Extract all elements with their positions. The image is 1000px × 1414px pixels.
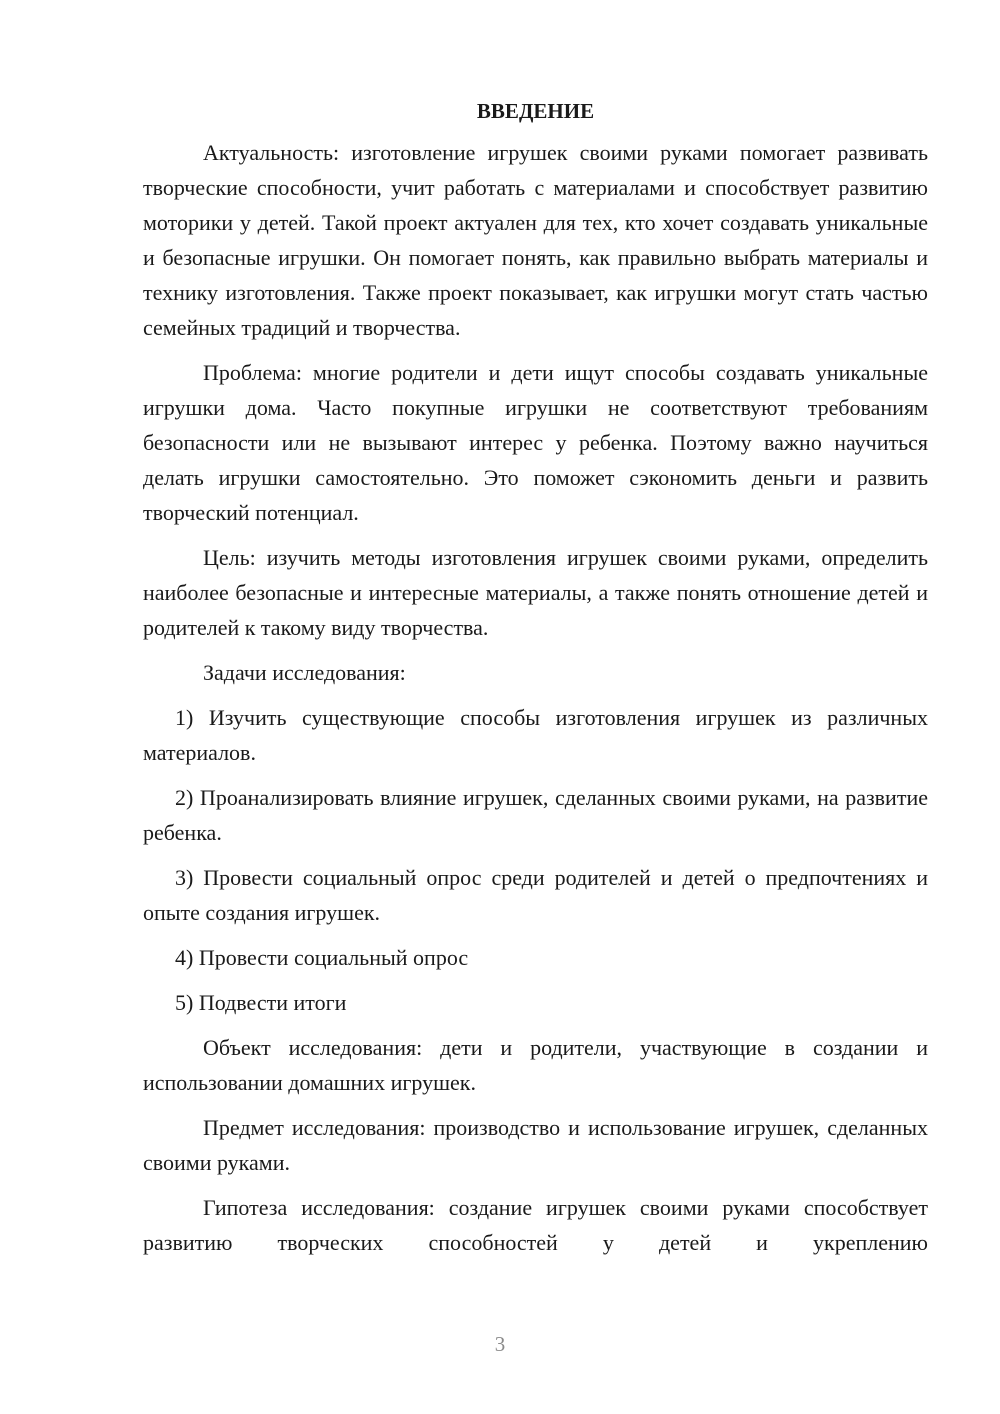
task-item-2: 2) Проанализировать влияние игрушек, сделанных своими руками, на развитие ребенка.	[143, 785, 928, 845]
paragraph-subject: Предмет исследования: производство и использование игрушек, сделанных своими руками.	[143, 1115, 928, 1175]
section-heading: ВВЕДЕНИЕ	[476, 99, 595, 123]
task-item-4: 4) Провести социальный опрос	[175, 945, 469, 970]
paragraph-relevance: Актуальность: изготовление игрушек своими руками помогает развивать творческие способности, учит работать с материалами и способствует развитию моторики у детей. Такой проект актуален для тех, кто хочет создавать уникальные и безопасные игрушки. Он помогает понять, как правильно выбрать материалы и технику изготовления. Также проект показывает, как игрушки могут стать частью семейных традиций и творчества.	[143, 140, 928, 340]
page-content	[143, 94, 928, 1270]
page-number: 3	[494, 1332, 506, 1356]
task-item-5: 5) Подвести итоги	[175, 990, 347, 1015]
task-item-1: 1) Изучить существующие способы изготовления игрушек из различных материалов.	[143, 705, 928, 765]
paragraph-goal: Цель: изучить методы изготовления игрушек своими руками, определить наиболее безопасные и интересные материалы, а также понять отношение детей и родителей к такому виду творчества.	[143, 545, 928, 640]
paragraph-hypothesis: Гипотеза исследования: создание игрушек своими руками способствует развитию творческих способностей у детей и укреплению	[143, 1195, 928, 1255]
paragraph-problem: Проблема: многие родители и дети ищут способы создавать уникальные игрушки дома. Часто покупные игрушки не соответствуют требованиям безопасности или не вызывают интерес у ребенка. Поэтому важно научиться делать игрушки самостоятельно. Это поможет сэкономить деньги и развить творческий потенциал.	[143, 360, 928, 525]
tasks-title: Задачи исследования:	[203, 660, 406, 685]
task-item-3: 3) Провести социальный опрос среди родителей и детей о предпочтениях и опыте создания игрушек.	[143, 865, 928, 925]
paragraph-object: Объект исследования: дети и родители, участвующие в создании и использовании домашних игрушек.	[143, 1035, 928, 1095]
